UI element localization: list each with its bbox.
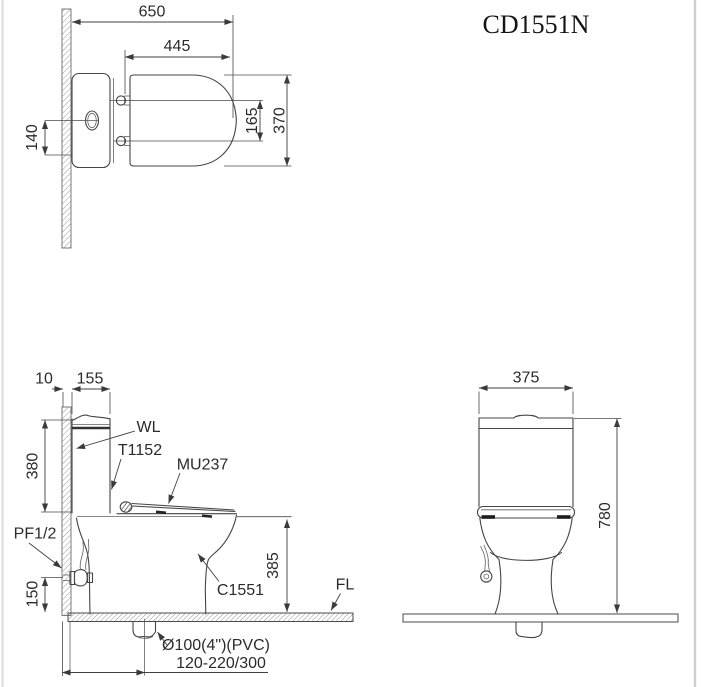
seat-hinges-plan [114, 78, 131, 163]
dim-370: 370 [271, 107, 289, 134]
wall-hatch-plan [62, 9, 71, 248]
dim-140: 140 [24, 124, 41, 151]
dim-drain-offset: 120-220/300 [176, 655, 266, 672]
seat-front-outline [478, 507, 575, 519]
plan-view [24, 4, 292, 249]
tank-front-outline [479, 415, 573, 506]
dim-650: 650 [138, 3, 166, 21]
tank-side-outline [72, 415, 110, 513]
seat-plan-outline [130, 75, 236, 166]
supply-valve-front [481, 545, 492, 582]
dim-385: 385 [265, 552, 282, 579]
floor-slab-front [403, 614, 678, 622]
dim-165: 165 [244, 107, 261, 135]
seat-side-outline [77, 502, 237, 517]
drain-pipe-front [516, 622, 542, 638]
model-number-title: CD1551N [482, 10, 590, 39]
label-drain-spec: Ø100(4")(PVC) [162, 637, 270, 654]
label-seat-model: MU237 [176, 456, 229, 474]
dim-375: 375 [512, 369, 540, 387]
dim-150: 150 [24, 580, 42, 608]
bowl-side-outline [77, 515, 237, 614]
dim-155: 155 [76, 370, 104, 388]
dim-445: 445 [163, 38, 191, 55]
label-supply-fitting: PF1/2 [13, 525, 57, 543]
dim-780: 780 [597, 502, 614, 529]
label-water-level: WL [136, 419, 161, 436]
drain-pipe-side [133, 619, 156, 676]
floor-hatch [68, 613, 353, 622]
bowl-front-outline [480, 518, 572, 614]
dim-10: 10 [35, 370, 53, 388]
label-tank-model: T1152 [117, 442, 163, 459]
front-view [403, 370, 678, 638]
label-bowl-model: C1551 [216, 582, 265, 599]
label-floor-line: FL [335, 576, 355, 594]
hinge-bolt-left [482, 515, 496, 519]
dim-380: 380 [24, 452, 42, 480]
hinge-bolt-right [557, 515, 571, 519]
side-view [14, 371, 355, 677]
